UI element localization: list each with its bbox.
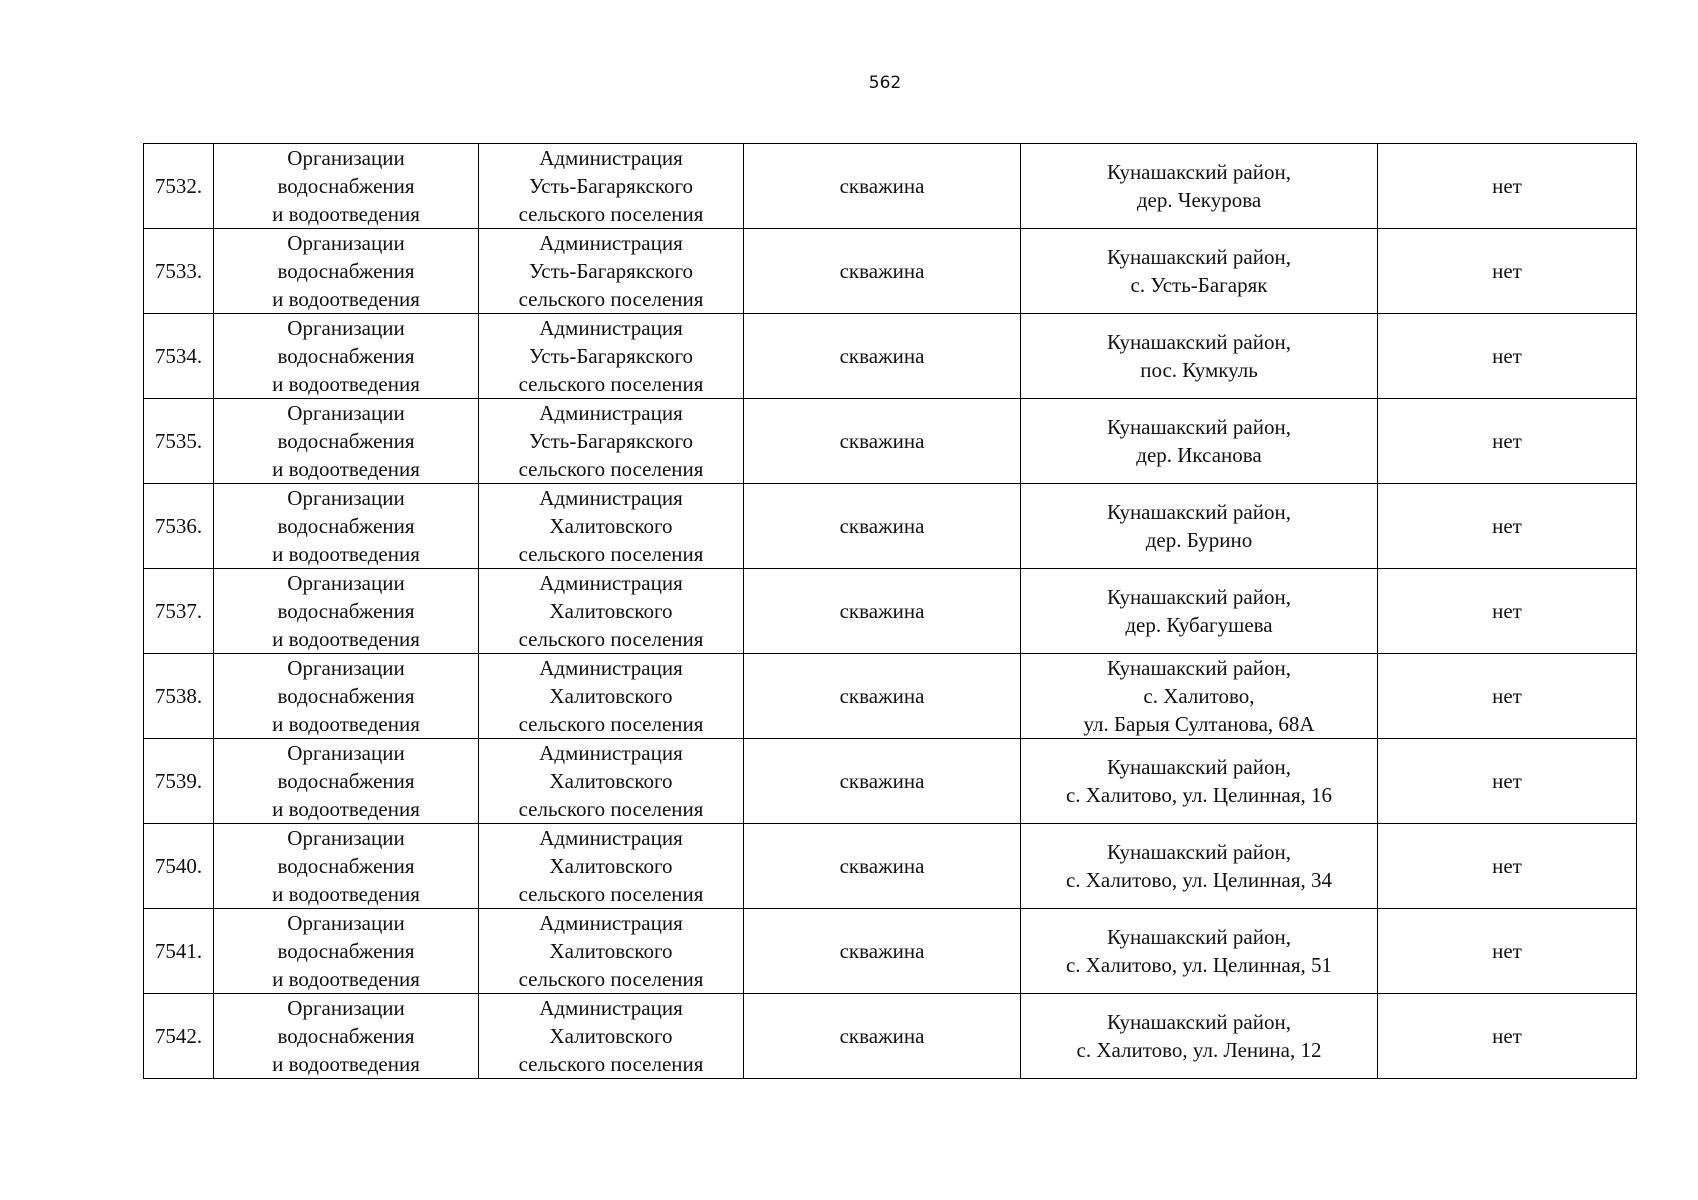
cell-owner-line: сельского поселения bbox=[518, 627, 704, 651]
cell-address-line: дер. Чекурова bbox=[1136, 188, 1262, 212]
cell-object-type: скважина bbox=[744, 909, 1021, 994]
cell-owner-line: Администрация bbox=[539, 401, 683, 425]
cell-address-line: Кунашакский район, bbox=[1107, 160, 1291, 184]
cell-address-line: с. Халитово, ул. Целинная, 16 bbox=[1065, 783, 1333, 807]
cell-owner-line: сельского поселения bbox=[518, 542, 704, 566]
cell-organization-type-line: Организации bbox=[287, 741, 405, 765]
cell-object-type: скважина bbox=[744, 994, 1021, 1079]
cell-organization-type-line: водоснабжения bbox=[277, 259, 415, 283]
cell-owner-line: Усть-Багарякского bbox=[528, 344, 694, 368]
cell-address-line: Кунашакский район, bbox=[1107, 656, 1291, 680]
cell-organization-type bbox=[214, 569, 479, 654]
cell-organization-type-line: Организации bbox=[287, 316, 405, 340]
cell-address-line: Кунашакский район, bbox=[1107, 840, 1291, 864]
cell-organization-type-line: Организации bbox=[287, 571, 405, 595]
table-row bbox=[144, 314, 1637, 399]
cell-address-line: дер. Иксанова bbox=[1136, 443, 1262, 467]
cell-organization-type-line: и водоотведения bbox=[272, 287, 420, 311]
cell-owner-line: Халитовского bbox=[549, 769, 673, 793]
cell-organization-type bbox=[214, 144, 479, 229]
cell-flag: нет bbox=[1378, 824, 1637, 909]
cell-record-number: 7535. bbox=[144, 399, 214, 484]
cell-address-line: Кунашакский район, bbox=[1107, 330, 1291, 354]
cell-address bbox=[1021, 824, 1378, 909]
cell-owner bbox=[479, 229, 744, 314]
cell-organization-type-line: Организации bbox=[287, 401, 405, 425]
cell-organization-type bbox=[214, 229, 479, 314]
cell-address bbox=[1021, 229, 1378, 314]
cell-owner-line: Администрация bbox=[539, 656, 683, 680]
cell-owner bbox=[479, 144, 744, 229]
cell-flag: нет bbox=[1378, 739, 1637, 824]
cell-organization-type bbox=[214, 739, 479, 824]
cell-organization-type bbox=[214, 484, 479, 569]
cell-flag: нет bbox=[1378, 909, 1637, 994]
cell-address bbox=[1021, 399, 1378, 484]
cell-owner-line: сельского поселения bbox=[518, 372, 704, 396]
cell-object-type: скважина bbox=[744, 144, 1021, 229]
cell-organization-type-line: и водоотведения bbox=[272, 882, 420, 906]
cell-address-line: дер. Бурино bbox=[1145, 528, 1253, 552]
cell-owner-line: сельского поселения bbox=[518, 797, 704, 821]
cell-organization-type bbox=[214, 654, 479, 739]
table-row bbox=[144, 909, 1637, 994]
cell-organization-type-line: и водоотведения bbox=[272, 712, 420, 736]
cell-owner bbox=[479, 824, 744, 909]
cell-organization-type-line: и водоотведения bbox=[272, 372, 420, 396]
cell-record-number: 7537. bbox=[144, 569, 214, 654]
cell-address-line: Кунашакский район, bbox=[1107, 1010, 1291, 1034]
cell-organization-type-line: водоснабжения bbox=[277, 939, 415, 963]
cell-owner-line: сельского поселения bbox=[518, 882, 704, 906]
cell-flag: нет bbox=[1378, 569, 1637, 654]
cell-owner-line: сельского поселения bbox=[518, 967, 704, 991]
cell-organization-type-line: Организации bbox=[287, 996, 405, 1020]
cell-owner-line: Халитовского bbox=[549, 1024, 673, 1048]
table-row bbox=[144, 144, 1637, 229]
cell-object-type: скважина bbox=[744, 654, 1021, 739]
cell-object-type: скважина bbox=[744, 399, 1021, 484]
cell-record-number: 7541. bbox=[144, 909, 214, 994]
cell-organization-type-line: и водоотведения bbox=[272, 627, 420, 651]
cell-owner-line: Администрация bbox=[539, 231, 683, 255]
cell-owner bbox=[479, 484, 744, 569]
cell-owner-line: Халитовского bbox=[549, 939, 673, 963]
cell-organization-type-line: и водоотведения bbox=[272, 967, 420, 991]
cell-organization-type-line: Организации bbox=[287, 146, 405, 170]
cell-address-line: пос. Кумкуль bbox=[1140, 358, 1258, 382]
cell-address-line: Кунашакский район, bbox=[1107, 415, 1291, 439]
cell-owner-line: Администрация bbox=[539, 316, 683, 340]
cell-address bbox=[1021, 484, 1378, 569]
cell-owner bbox=[479, 739, 744, 824]
cell-address-line: с. Халитово, ул. Целинная, 34 bbox=[1065, 868, 1333, 892]
cell-owner-line: Усть-Багарякского bbox=[528, 174, 694, 198]
cell-owner-line: сельского поселения bbox=[518, 202, 704, 226]
cell-owner-line: сельского поселения bbox=[518, 712, 704, 736]
cell-object-type: скважина bbox=[744, 824, 1021, 909]
cell-record-number: 7536. bbox=[144, 484, 214, 569]
cell-organization-type-line: водоснабжения bbox=[277, 1024, 415, 1048]
cell-organization-type-line: и водоотведения bbox=[272, 202, 420, 226]
cell-owner-line: Усть-Багарякского bbox=[528, 259, 694, 283]
cell-owner-line: сельского поселения bbox=[518, 1052, 704, 1076]
cell-organization-type-line: водоснабжения bbox=[277, 174, 415, 198]
table-row bbox=[144, 994, 1637, 1079]
cell-owner-line: Администрация bbox=[539, 146, 683, 170]
cell-record-number: 7542. bbox=[144, 994, 214, 1079]
cell-organization-type bbox=[214, 314, 479, 399]
cell-owner-line: Администрация bbox=[539, 741, 683, 765]
cell-owner bbox=[479, 994, 744, 1079]
cell-organization-type-line: водоснабжения bbox=[277, 514, 415, 538]
cell-organization-type-line: Организации bbox=[287, 656, 405, 680]
cell-organization-type-line: и водоотведения bbox=[272, 797, 420, 821]
cell-organization-type-line: Организации bbox=[287, 826, 405, 850]
table-row bbox=[144, 484, 1637, 569]
cell-owner-line: Усть-Багарякского bbox=[528, 429, 694, 453]
cell-address-line: Кунашакский район, bbox=[1107, 755, 1291, 779]
cell-address-line: с. Халитово, bbox=[1143, 684, 1255, 708]
cell-record-number: 7538. bbox=[144, 654, 214, 739]
cell-organization-type bbox=[214, 994, 479, 1079]
cell-object-type: скважина bbox=[744, 739, 1021, 824]
cell-owner-line: Халитовского bbox=[549, 514, 673, 538]
cell-object-type: скважина bbox=[744, 229, 1021, 314]
cell-organization-type-line: водоснабжения bbox=[277, 599, 415, 623]
cell-organization-type-line: водоснабжения bbox=[277, 854, 415, 878]
cell-address-line: с. Халитово, ул. Ленина, 12 bbox=[1076, 1038, 1322, 1062]
cell-object-type: скважина bbox=[744, 314, 1021, 399]
cell-address-line: дер. Кубагушева bbox=[1125, 613, 1273, 637]
cell-organization-type-line: водоснабжения bbox=[277, 769, 415, 793]
cell-owner-line: Администрация bbox=[539, 996, 683, 1020]
cell-organization-type-line: и водоотведения bbox=[272, 1052, 420, 1076]
cell-address-line: ул. Барыя Султанова, 68А bbox=[1083, 712, 1315, 736]
cell-owner-line: сельского поселения bbox=[518, 287, 704, 311]
cell-address-line: с. Халитово, ул. Целинная, 51 bbox=[1065, 953, 1333, 977]
cell-organization-type-line: и водоотведения bbox=[272, 457, 420, 481]
cell-record-number: 7534. bbox=[144, 314, 214, 399]
table-row bbox=[144, 569, 1637, 654]
cell-organization-type bbox=[214, 399, 479, 484]
cell-record-number: 7540. bbox=[144, 824, 214, 909]
cell-flag: нет bbox=[1378, 994, 1637, 1079]
cell-address-line: Кунашакский район, bbox=[1107, 245, 1291, 269]
cell-owner-line: Администрация bbox=[539, 911, 683, 935]
cell-owner-line: Халитовского bbox=[549, 854, 673, 878]
cell-organization-type-line: водоснабжения bbox=[277, 344, 415, 368]
cell-organization-type bbox=[214, 824, 479, 909]
cell-owner-line: Администрация bbox=[539, 571, 683, 595]
cell-object-type: скважина bbox=[744, 569, 1021, 654]
cell-object-type: скважина bbox=[744, 484, 1021, 569]
cell-address bbox=[1021, 909, 1378, 994]
cell-address bbox=[1021, 654, 1378, 739]
cell-record-number: 7532. bbox=[144, 144, 214, 229]
cell-address-line: Кунашакский район, bbox=[1107, 585, 1291, 609]
cell-owner bbox=[479, 314, 744, 399]
cell-record-number: 7539. bbox=[144, 739, 214, 824]
cell-address bbox=[1021, 144, 1378, 229]
cell-owner-line: Администрация bbox=[539, 826, 683, 850]
table-row bbox=[144, 399, 1637, 484]
cell-flag: нет bbox=[1378, 144, 1637, 229]
table-row bbox=[144, 229, 1637, 314]
cell-address-line: Кунашакский район, bbox=[1107, 925, 1291, 949]
cell-organization-type-line: Организации bbox=[287, 486, 405, 510]
cell-organization-type-line: водоснабжения bbox=[277, 684, 415, 708]
cell-organization-type bbox=[214, 909, 479, 994]
cell-address bbox=[1021, 569, 1378, 654]
cell-flag: нет bbox=[1378, 229, 1637, 314]
cell-address bbox=[1021, 739, 1378, 824]
registry-table-body bbox=[144, 144, 1637, 1079]
cell-owner-line: Халитовского bbox=[549, 684, 673, 708]
cell-address-line: с. Усть-Багаряк bbox=[1130, 273, 1268, 297]
cell-record-number: 7533. bbox=[144, 229, 214, 314]
table-row bbox=[144, 739, 1637, 824]
cell-owner bbox=[479, 654, 744, 739]
cell-flag: нет bbox=[1378, 654, 1637, 739]
cell-owner-line: Администрация bbox=[539, 486, 683, 510]
cell-owner bbox=[479, 569, 744, 654]
cell-organization-type-line: Организации bbox=[287, 911, 405, 935]
cell-organization-type-line: водоснабжения bbox=[277, 429, 415, 453]
cell-flag: нет bbox=[1378, 399, 1637, 484]
cell-flag: нет bbox=[1378, 484, 1637, 569]
cell-owner bbox=[479, 399, 744, 484]
cell-address-line: Кунашакский район, bbox=[1107, 500, 1291, 524]
cell-organization-type-line: и водоотведения bbox=[272, 542, 420, 566]
cell-owner bbox=[479, 909, 744, 994]
cell-organization-type-line: Организации bbox=[287, 231, 405, 255]
cell-owner-line: Халитовского bbox=[549, 599, 673, 623]
page-number: 562 bbox=[868, 73, 902, 93]
cell-address bbox=[1021, 314, 1378, 399]
cell-owner-line: сельского поселения bbox=[518, 457, 704, 481]
registry-table bbox=[143, 143, 1637, 1079]
table-row bbox=[144, 654, 1637, 739]
cell-flag: нет bbox=[1378, 314, 1637, 399]
cell-address bbox=[1021, 994, 1378, 1079]
table-row bbox=[144, 824, 1637, 909]
